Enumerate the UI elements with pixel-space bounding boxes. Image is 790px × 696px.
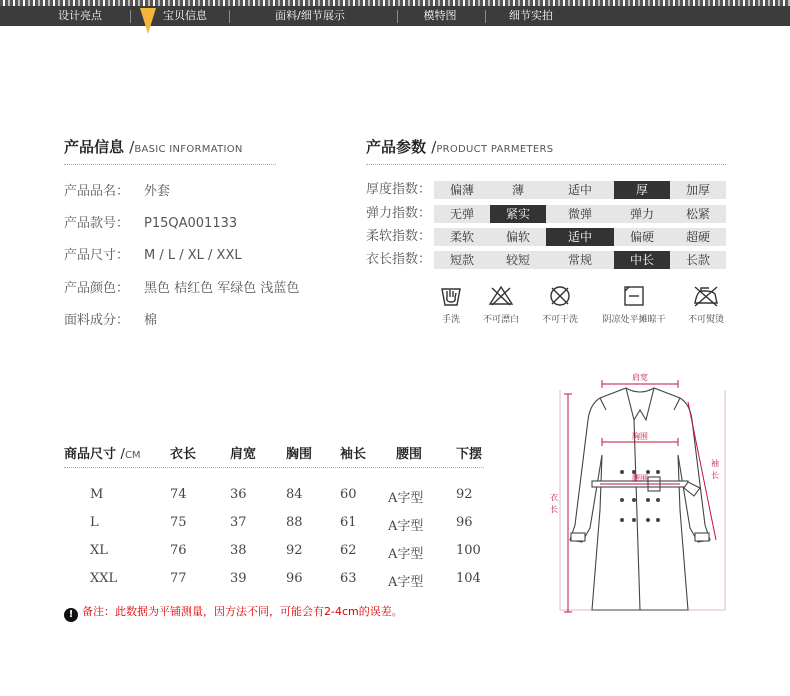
size-value: 75 [170,515,187,530]
care-label: 手洗 [441,315,460,325]
parameter-option: 薄 [511,183,524,197]
parameter-option-selected: 中长 [614,251,670,269]
no-dry-clean-icon [547,283,573,309]
parameter-option: 加厚 [685,183,710,197]
parameter-option: 长款 [685,253,710,267]
parameter-scale [434,181,726,199]
size-column-header: 胸围 [286,447,313,462]
basic-info-title-en: BASIC INFORMATION [134,144,243,155]
size-table-unit: CM [124,450,141,461]
parameter-option: 无弹 [449,207,474,221]
measurement-note [64,603,403,622]
parameter-scale [434,251,726,269]
size-value: 63 [340,571,357,586]
parameters-title-text: 产品参数 [366,138,427,156]
size-column-header: 腰围 [396,447,423,462]
info-row [64,180,170,199]
parameter-option: 偏薄 [449,183,474,197]
size-value: 38 [230,543,247,558]
size-column-header: 下摆 [456,447,483,462]
info-row [64,244,242,263]
size-value: 92 [286,543,303,558]
size-value: 76 [170,543,187,558]
no-iron-icon [691,283,721,309]
no-bleach-icon [487,283,515,309]
parameter-option: 柔软 [449,230,474,244]
care-label: 不可漂白 [482,315,519,325]
size-name: L [90,515,99,530]
size-value: 61 [340,515,357,530]
parameter-option: 常规 [567,253,592,267]
parameter-scale [434,228,726,246]
size-value: 77 [170,571,187,586]
size-value: 100 [456,543,481,558]
size-value: 39 [230,571,247,586]
warning-icon: ! [64,608,78,622]
parameter-option: 较短 [505,253,530,267]
coat-measurement-diagram [540,360,740,630]
info-label: 产品尺寸： [64,248,130,263]
length-label-1: 衣 [550,493,558,502]
parameter-scale [434,205,726,223]
size-value: 92 [456,487,473,502]
chest-label: 胸围 [632,432,648,441]
size-value: A字型 [388,547,424,562]
info-label: 产品款号： [64,216,130,231]
care-no-bleach [477,283,525,325]
basic-info-title: 产品信息 /BASIC INFORMATION [64,138,243,156]
info-row [64,309,157,328]
size-value: 60 [340,487,357,502]
size-value: 96 [456,515,473,530]
shoulder-label: 肩宽 [632,373,648,382]
size-value: 37 [230,515,247,530]
flat-dry-shade-icon [621,283,647,309]
nav-separator [229,10,230,23]
hand-wash-icon [438,283,464,309]
nav-item-design[interactable]: 设计亮点 [58,9,102,22]
size-value: 104 [456,571,481,586]
size-value: 88 [286,515,303,530]
nav-item-info[interactable]: 宝贝信息 [163,9,207,22]
waist-label: 腰围 [632,474,648,483]
parameter-option: 短款 [449,253,474,267]
parameter-option-selected: 厚 [614,181,670,199]
care-label: 不可熨烫 [687,315,724,325]
parameter-label: 厚度指数： [366,182,432,197]
divider [64,164,276,165]
note-text: 备注：此数据为平铺测量，因方法不同，可能会有2-4cm的误差。 [82,605,403,618]
parameter-option: 松紧 [685,207,710,221]
care-label: 阴凉处平摊晾干 [602,315,666,325]
parameter-label: 衣长指数： [366,252,432,267]
nav-item-detail[interactable]: 细节实拍 [509,9,553,22]
care-flat-dry [596,283,672,325]
sleeve-label-2: 长 [711,471,719,480]
info-label: 产品品名： [64,184,130,199]
size-value: 96 [286,571,303,586]
nav-separator [397,10,398,23]
size-column-header: 衣长 [170,447,197,462]
length-label-2: 长 [550,505,558,514]
parameter-option: 微弹 [567,207,592,221]
size-value: 74 [170,487,187,502]
size-column-header: 肩宽 [230,447,257,462]
coat-outline [570,388,710,610]
size-value: 62 [340,543,357,558]
parameter-option: 适中 [567,183,592,197]
size-name: XL [90,543,108,558]
size-value: 36 [230,487,247,502]
size-value: A字型 [388,491,424,506]
parameter-label: 弹力指数： [366,206,432,221]
info-value: M / L / XL / XXL [144,248,242,263]
info-value: 黑色 桔红色 军绿色 浅蓝色 [144,281,300,296]
parameters-title-en: PRODUCT PARMETERS [436,144,554,155]
info-value: P15QA001133 [144,216,238,231]
info-value: 棉 [144,313,158,328]
basic-info-title-text: 产品信息 [64,138,125,156]
info-row [64,277,299,296]
info-label: 面料成分： [64,313,130,328]
sleeve-label-1: 袖 [711,459,719,468]
nav-item-fabric[interactable]: 面料/细节展示 [275,9,345,22]
size-name: XXL [90,571,118,586]
size-name: M [90,487,104,502]
size-table-title: 商品尺寸 /CM [64,447,141,462]
size-table-title-text: 商品尺寸 [64,447,117,462]
info-label: 产品颜色： [64,281,130,296]
nav-item-model[interactable]: 模特图 [423,9,457,22]
care-hand-wash [431,283,471,325]
parameter-label: 柔软指数： [366,229,432,244]
size-column-header: 袖长 [340,447,367,462]
care-no-dry-clean [536,283,584,325]
info-value: 外套 [144,184,171,199]
divider [64,467,484,468]
parameter-option: 超硬 [685,230,710,244]
care-label: 不可干洗 [541,315,578,325]
parameter-option-selected: 适中 [546,228,614,246]
info-row [64,212,237,231]
size-value: A字型 [388,519,424,534]
care-no-iron [682,283,730,325]
divider [366,164,726,165]
parameters-title: 产品参数 /PRODUCT PARMETERS [366,138,554,156]
nav-separator [130,10,131,23]
top-nav [0,0,790,30]
size-value: 84 [286,487,303,502]
parameter-option: 偏硬 [629,230,654,244]
parameter-option: 弹力 [629,207,654,221]
size-value: A字型 [388,575,424,590]
parameter-option: 偏软 [505,230,530,244]
nav-separator [485,10,486,23]
parameter-option-selected: 紧实 [490,205,546,223]
